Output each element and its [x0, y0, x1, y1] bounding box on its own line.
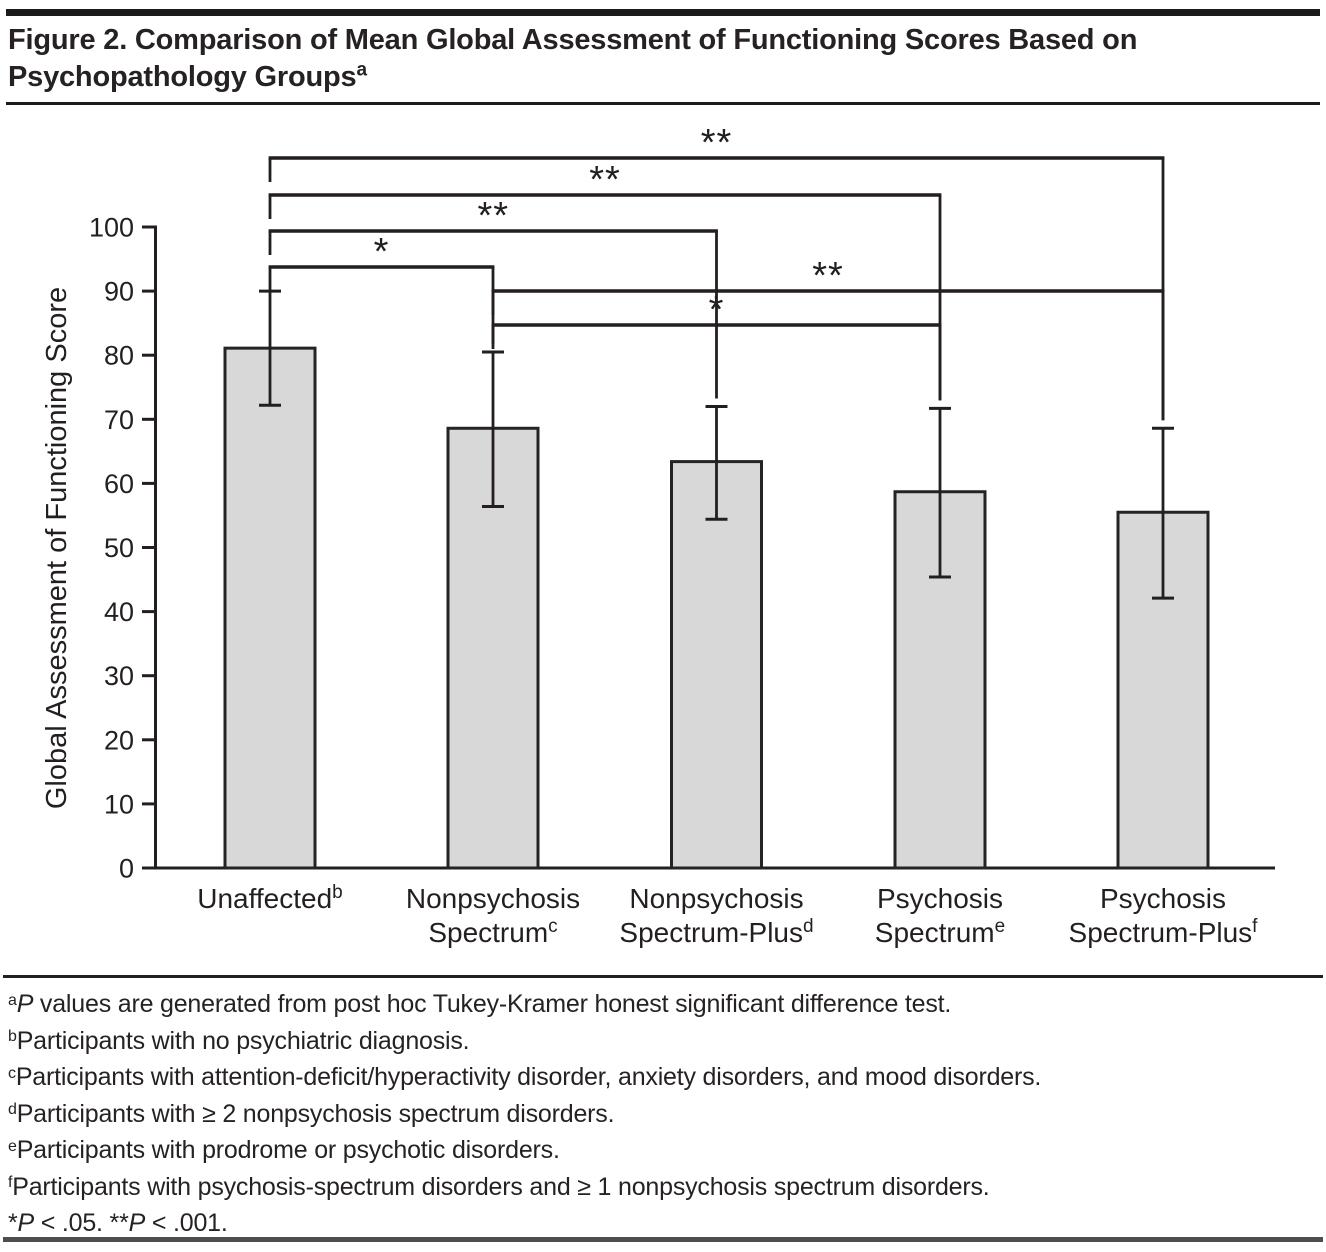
y-tick-label: 60: [103, 468, 134, 499]
y-tick-label: 30: [103, 661, 134, 692]
y-tick-label: 0: [118, 853, 134, 884]
footnotes: [8, 986, 1322, 1242]
bar: [225, 348, 315, 868]
footnote-line: $^a$P values are generated from post hoc Tukey-Kramer honest significant difference test.: [8, 990, 952, 1018]
x-category-label: Psychosis: [1099, 883, 1227, 914]
x-category-label: Nonpsychosis: [629, 883, 804, 914]
footnote-line: $^b$Participants with no psychiatric diagnosis.: [8, 1026, 470, 1055]
footnote-marker: f: [8, 1174, 13, 1192]
footnote-marker: d: [8, 1101, 17, 1119]
y-tick-label: 70: [103, 404, 134, 435]
footnote-marker: a: [8, 991, 17, 1009]
significance-label: **: [477, 195, 510, 237]
y-tick-label: 90: [103, 276, 134, 307]
significance-label: **: [700, 122, 733, 164]
x-category-label: Spectrum$^c$: [428, 916, 558, 948]
y-axis-title: Global Assessment of Functioning Score: [41, 286, 73, 810]
footnote-italic-text: P: [17, 1209, 35, 1237]
y-tick-label: 10: [103, 789, 134, 820]
y-tick-label: 100: [88, 212, 134, 243]
significance-label: *: [373, 231, 390, 273]
y-tick-label: 80: [103, 340, 134, 371]
footnote-line: $^f$Participants with psychosis-spectrum disorders and ≥ 1 nonpsychosis spectrum disorders.: [8, 1172, 990, 1201]
footnote-italic-text: P: [16, 990, 34, 1018]
footnote-line: $^c$Participants with attention-deficit/hyperactivity disorder, anxiety disorders, and mood disorders.: [8, 1063, 1042, 1091]
bar: [672, 462, 762, 868]
y-tick-label: 40: [103, 597, 134, 628]
x-category-label: Spectrum-Plus$^d$: [619, 916, 814, 948]
footnote-line: *P < .05. **P < .001.: [8, 1209, 228, 1237]
x-category-label: Nonpsychosis: [405, 883, 581, 914]
footnote-line: $^d$Participants with ≥ 2 nonpsychosis spectrum disorders.: [8, 1099, 615, 1128]
significance-label: *: [708, 289, 725, 331]
bottom-border-bar: [3, 1237, 1323, 1242]
footnote-marker: e: [8, 1137, 17, 1155]
footnote-line: $^e$Participants with prodrome or psychotic disorders.: [8, 1136, 560, 1164]
footnote-marker: c: [8, 1064, 16, 1082]
significance-label: **: [589, 159, 621, 201]
x-category-label: Psychosis: [876, 883, 1004, 914]
figure-title-superscript: a: [356, 59, 367, 81]
footnote-italic-text: P: [128, 1209, 146, 1237]
footnote-marker: b: [8, 1028, 17, 1046]
x-category-label: Spectrum$^e$: [874, 916, 1006, 948]
x-category-label: Spectrum-Plus$^f$: [1068, 916, 1258, 948]
footnote-divider-line: [3, 975, 1323, 978]
x-category-label: Unaffected$^b$: [197, 882, 343, 914]
significance-label: **: [812, 255, 844, 297]
y-tick-label: 20: [103, 725, 134, 756]
figure-title-text: Figure 2. Comparison of Mean Global Assessment of Functioning Scores Based on Psychopathology Groups: [8, 24, 1138, 93]
y-tick-label: 50: [103, 533, 134, 563]
